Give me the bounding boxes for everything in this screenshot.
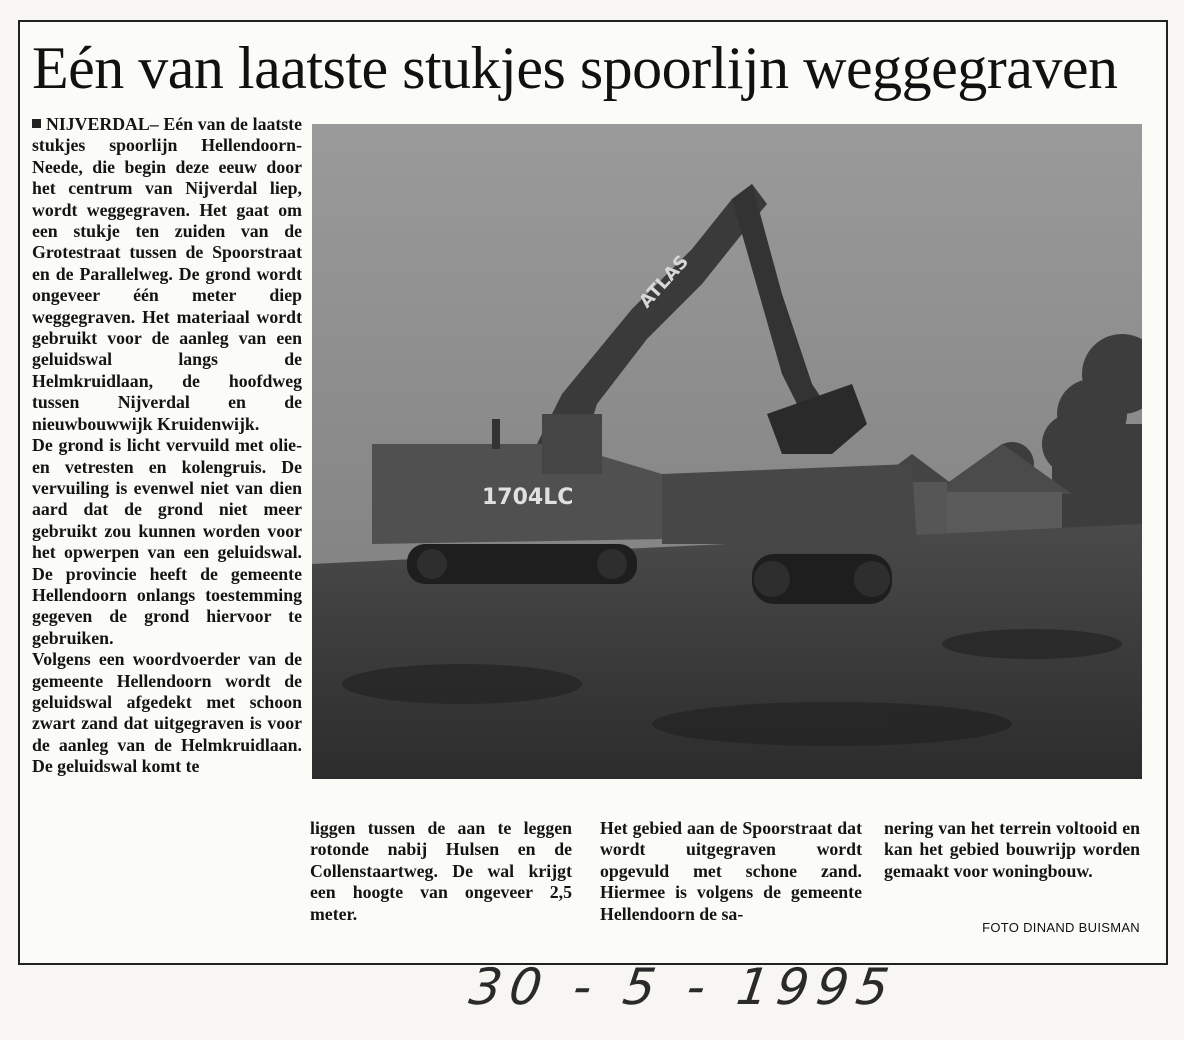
article-paragraph: De grond is licht vervuild met olie- en vetresten en kolengruis. De vervuiling is evenwel niet van dien aard dat de grond niet meer gebruikt zou kunnen worden voor het opwerpen van een geluidswal. De provincie heeft de gemeente Hellendoorn onlangs toestemming gegeven de grond hiervoor te gebruiken. (32, 435, 302, 648)
handwritten-date: 30 - 5 - 1995 (465, 958, 901, 1016)
article-column-2: liggen tussen de aan te leggen rotonde nabij Hulsen en de Collenstaartweg. De wal krijgt een hoogte van ongeveer 2,5 meter. (310, 818, 572, 924)
dateline: NIJVERDAL (46, 114, 150, 134)
bullet-square-icon (32, 119, 41, 128)
article-paragraph (32, 114, 302, 435)
machine-model-label: 1704LC (482, 485, 574, 510)
article-column-1 (32, 114, 302, 778)
newspaper-clipping (18, 20, 1168, 965)
machine-brand-label: ATLAS (635, 251, 693, 313)
photo-credit: FOTO DINAND BUISMAN (982, 920, 1140, 935)
article-paragraph: Volgens een woordvoerder van de gemeente Hellendoorn wordt de geluidswal afgedekt met schoon zwart zand dat uitgegraven is voor de aanleg van de Helmkruidlaan. De geluidswal komt te (32, 649, 302, 777)
excavator-illustration (312, 124, 1142, 779)
article-column-3: Het gebied aan de Spoorstraat dat wordt uitgegraven wordt opgevuld met schone zand. Hiermee is volgens de gemeente Hellendoorn de sa- (600, 818, 862, 924)
article-column-4: nering van het terrein voltooid en kan het gebied bouwrijp worden gemaakt voor woningbouw. (884, 818, 1140, 881)
headline: Eén van laatste stukjes spoorlijn weggegraven (32, 35, 1118, 101)
article-text: – Eén van de laatste stukjes spoorlijn Hellendoorn-Neede, die begin deze eeuw door het centrum van Nijverdal liep, wordt weggegraven. Het gaat om een stukje ten zuiden van de Grotestraat tussen de Spoorstraat en de Parallelweg. De grond wordt ongeveer één meter diep weggegraven. Het materiaal wordt gebruikt voor de aanleg van een geluidswal langs de Helmkruidlaan, de hoofdweg tussen Nijverdal en de nieuwbouwwijk Kruidenwijk. (32, 114, 302, 434)
excavator-photo (312, 124, 1142, 779)
